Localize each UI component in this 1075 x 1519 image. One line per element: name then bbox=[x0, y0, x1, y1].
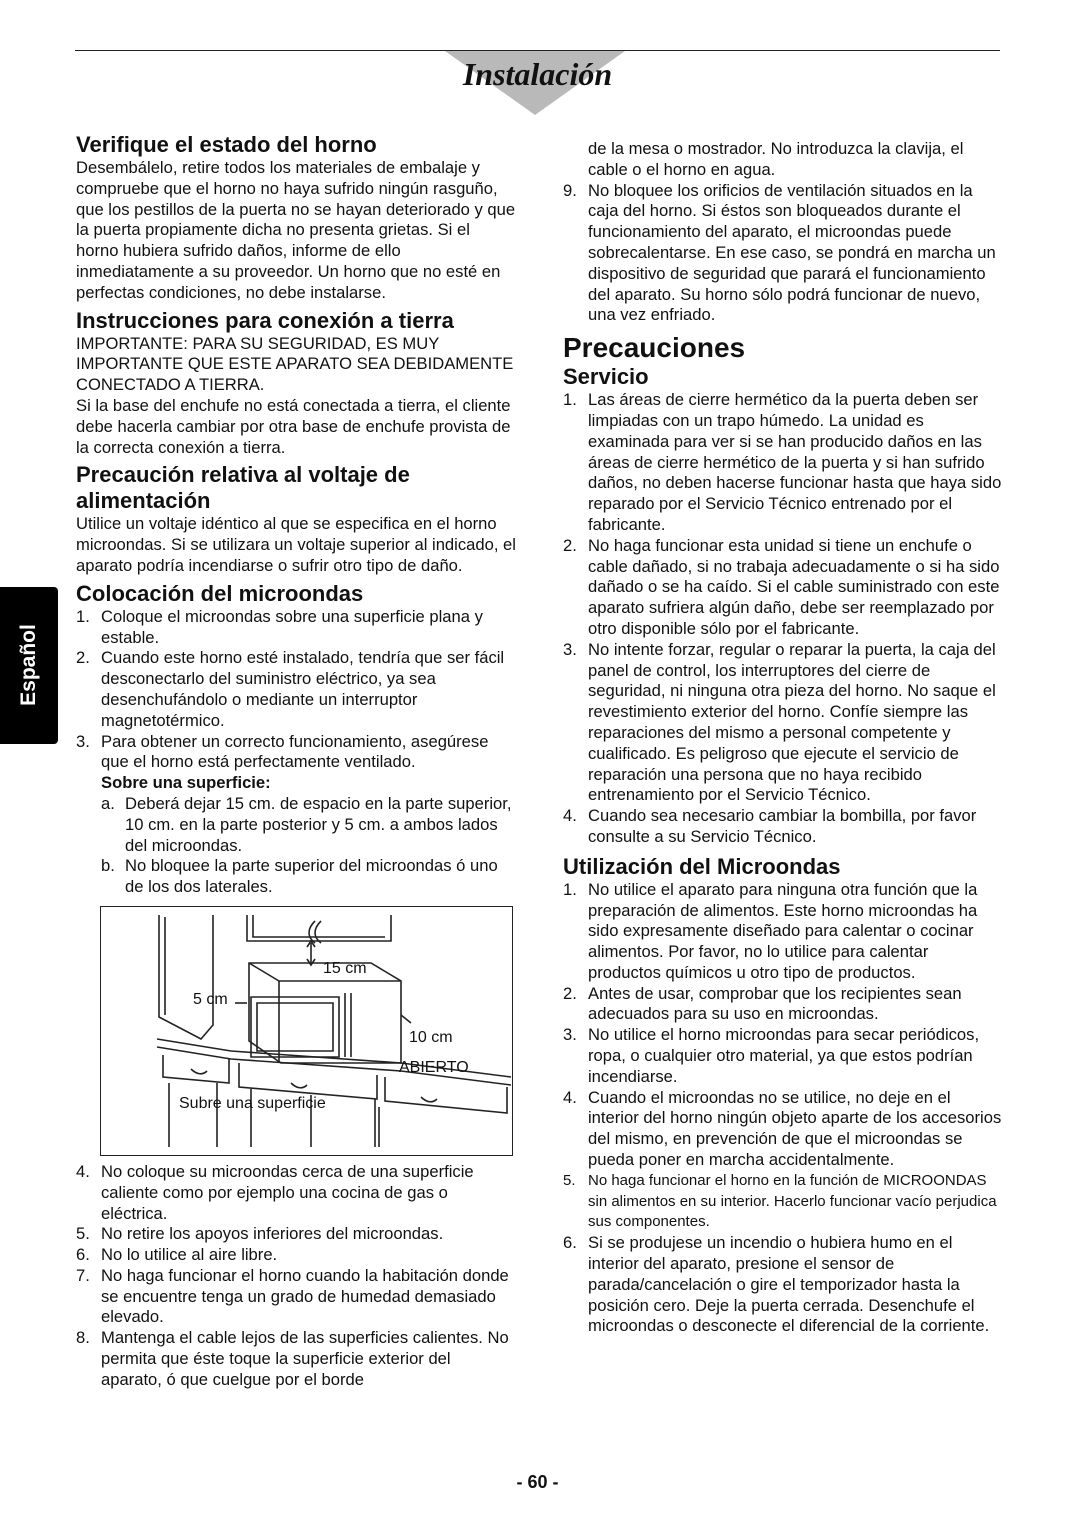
list-item: 3. No intente forzar, regular o reparar la puerta, la caja del panel de control, los interruptores del cierre de seguridad, ni ninguna otra pieza del horno. No saque el revestimiento exterior del horno. Confíe siempre las reparaciones del mismo a personal competente y cualificado. Es peligroso que ejecute el servicio de reparación una persona que no haya recibido entrenamiento por el Servicio Técnico. bbox=[563, 639, 996, 805]
list-item: a. Deberá dejar 15 cm. de espacio en la parte superior, 10 cm. en la parte posterior y 5 cm. a ambos lados del microondas. bbox=[101, 793, 512, 855]
section-text: Desembálelo, retire todos los materiales de embalaje y compruebe que el horno no haya sufrido ningún rasguño, que los pestillos de la puerta no se hayan deteriorado y que la puerta propiamente dicha no presenta grietas. Si el horno hubiera sufrido daños, informe de ello inmediatamente a su proveedor. Un horno que no esté en perfectas condiciones, no debe instalarse. bbox=[76, 158, 516, 302]
list-item: 1. No utilice el aparato para ninguna otra función que la preparación de alimentos. Este horno microondas ha sido expresamente diseñado para calentar o cocinar alimentos. Por favor, no lo utilice para calentar productos químicos u otro tipo de productos. bbox=[563, 879, 978, 982]
list-item: 6. No lo utilice al aire libre. bbox=[76, 1245, 278, 1265]
list-item: 4. Cuando sea necesario cambiar la bombilla, por favor consulte a su Servicio Técnico. bbox=[563, 806, 977, 846]
right-column bbox=[563, 139, 1003, 1337]
list-item: 5. No haga funcionar el horno en la función de MICROONDAS sin alimentos en su interior. Hacerlo funcionar vacío perjudica sus componentes. bbox=[563, 1171, 997, 1231]
section-heading: Colocación del microondas bbox=[76, 580, 364, 606]
precauciones-heading: Precauciones bbox=[563, 332, 746, 364]
page-number: - 60 - bbox=[516, 1472, 559, 1492]
section-text: Si la base del enchufe no está conectada a tierra, el cliente debe hacerla cambiar por otra base de enchufe provista de la correcta conexión a tierra. bbox=[76, 395, 511, 457]
section-verifique bbox=[76, 132, 516, 304]
list-item: 1. Coloque el microondas sobre una superficie plana y estable. bbox=[76, 606, 483, 647]
section-text: IMPORTANTE: PARA SU SEGURIDAD, ES MUY IMPORTANTE QUE ESTE APARATO SEA DEBIDAMENTE CONECTADO A TIERRA. bbox=[76, 333, 514, 395]
list-item: 5. No retire los apoyos inferiores del microondas. bbox=[76, 1224, 444, 1244]
section-tierra bbox=[76, 308, 516, 459]
list-item: 2. No haga funcionar esta unidad si tiene un enchufe o cable dañado, si no trabaja adecuadamente o si ha sido dañado o se ha caído. Si el cable suministrado con este aparato sufriera algún daño, debe ser reemplazado por otro disponible sólo por el fabricante. bbox=[563, 535, 1000, 638]
servicio-list bbox=[563, 390, 1003, 848]
colocacion-list-a bbox=[76, 607, 516, 773]
language-tab bbox=[0, 587, 58, 744]
list-item: 6. Si se produjese un incendio o hubiera humo en el interior del aparato, presione el sensor de parada/cancelación o gire el temporizador hasta la posición cero. Deje la puerta cerrada. Desenchufe el microondas o desconecte el diferencial de la corriente. bbox=[563, 1233, 990, 1336]
continuation-text: de la mesa o mostrador. No introduzca la clavija, el cable o el horno en agua. bbox=[588, 139, 964, 179]
list-item: 2. Cuando este horno esté instalado, tendría que ser fácil desconectarlo del suministro eléctrico, ya sea desenchufándolo o mediante un interruptor magnetotérmico. bbox=[76, 648, 505, 730]
section-heading: Instrucciones para conexión a tierra bbox=[76, 307, 454, 333]
language-tab-label: Español bbox=[17, 624, 40, 706]
list-item: 2. Antes de usar, comprobar que los recipientes sean adecuados para su uso en microondas. bbox=[563, 983, 962, 1024]
list-item: 7. No haga funcionar el horno cuando la habitación donde se encuentre tenga un grado de humedad demasiado elevado. bbox=[76, 1265, 509, 1327]
list-item: 8. Mantenga el cable lejos de las superficies calientes. No permita que éste toque la superficie exterior del aparato, ó que cuelgue por el borde bbox=[76, 1328, 509, 1389]
utilizacion-list bbox=[563, 880, 1003, 1338]
figure-label-back: 10 cm bbox=[409, 1028, 453, 1046]
servicio-heading: Servicio bbox=[563, 364, 649, 390]
section-heading: Precaución relativa al voltaje de alimentación bbox=[76, 462, 410, 514]
page-title: Instalación bbox=[462, 56, 613, 92]
colocacion-list-b bbox=[76, 1162, 516, 1391]
left-column bbox=[76, 132, 516, 1391]
list-item: 3. No utilice el horno microondas para secar periódicos, ropa, o cualquier otro material, ya que estos podrían incendiarse. bbox=[563, 1025, 980, 1086]
figure-label-side: 5 cm bbox=[193, 990, 228, 1008]
section-colocacion bbox=[76, 581, 516, 1391]
figure-label-top: 15 cm bbox=[323, 959, 367, 977]
section-voltaje bbox=[76, 462, 516, 576]
subheading-superficie: Sobre una superficie: bbox=[101, 773, 271, 793]
section-text: Utilice un voltaje idéntico al que se especifica en el horno microondas. Si se utilizara un voltaje superior al indicado, el aparato podría incendiarse o sufrir otro tipo de daño. bbox=[76, 514, 516, 575]
list-item: 1. Las áreas de cierre hermético da la puerta deben ser limpiadas con un trapo húmedo. La unidad es examinada para ver si se han producido daños en las áreas de cierre hermético de la puerta y si han sufrido daños, no deben hacerse funcionar hasta que haya sido reparado por el Servicio Técnico entrenado por el fabricante. bbox=[563, 390, 1002, 534]
figure-caption: Subre una superficie bbox=[179, 1094, 326, 1112]
list-item: 9. No bloquee los orificios de ventilación situados en la caja del horno. Si éstos son bloqueados durante el funcionamiento del aparato, el microondas puede sobrecalentarse. En ese caso, se pondrá en marcha un dispositivo de seguridad que parará el funcionamiento del aparato. Su horno sólo podrá funcionar de nuevo, una vez enfriado. bbox=[563, 180, 996, 325]
list-item: 3. Para obtener un correcto funcionamiento, asegúrese que el horno está perfectamente ventilado. bbox=[76, 731, 489, 772]
utilizacion-heading: Utilización del Microondas bbox=[563, 853, 841, 879]
figure-label-open: ABIERTO bbox=[399, 1058, 469, 1076]
installation-figure bbox=[100, 906, 513, 1156]
list-item: b. No bloquee la parte superior del microondas ó uno de los dos laterales. bbox=[101, 856, 498, 897]
section-heading: Verifique el estado del horno bbox=[76, 132, 377, 157]
list-item: 4. No coloque su microondas cerca de una superficie caliente como por ejemplo una cocina de gas o eléctrica. bbox=[76, 1161, 474, 1223]
list-item: 4. Cuando el microondas no se utilice, no deje en el interior del horno ningún objeto aparte de los accesorios del mismo, en prevención de que el microondas se pueda poner en marcha accidentalmente. bbox=[563, 1087, 1002, 1170]
